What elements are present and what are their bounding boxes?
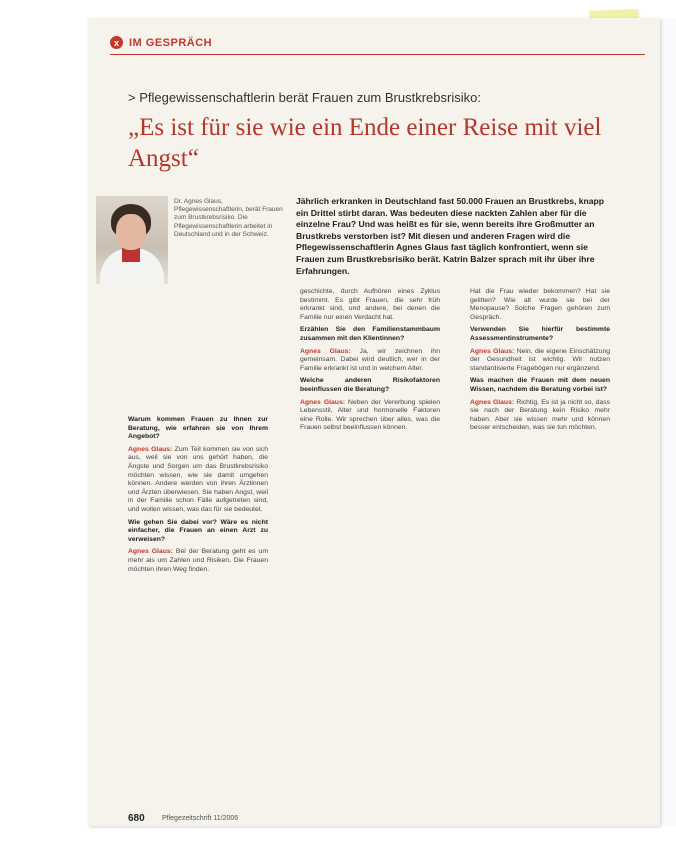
publication-source: Pflegezeitschrift 11/2006 [162,815,239,822]
section-rubric [110,36,212,49]
answer [300,399,440,433]
magazine-page [88,18,660,826]
portrait-face [116,214,146,250]
answer [128,548,268,574]
answer-text: Nein, die eigene Einschätzung der Gesundheit ist wichtig. Wir nutzen standardisierte Fragebögen nur ergänzend. [470,347,611,372]
answer-text: Bei der Beratung geht es um mehr als um Zahlen und Risiken. Die Frauen möchten ihren Weg finden. [128,548,268,573]
speaker-name: Agnes Glaus: [470,398,515,406]
speaker-name: Agnes Glaus: [300,347,351,355]
answer-text: Ja, wir zeichnen ihn gemeinsam. Dabei wird deutlich, wer in der Familie erkrankt ist und in welchem Alter. [300,347,440,372]
photo-caption: Dr. Agnes Glaus, Pflegewissenschaftlerin, berät Frauen zum Brustkrebsrisiko. Die Pflegewissenschaftlerin arbeitet in Deutschland und in der Schweiz. [174,198,283,238]
text-column-1 [128,416,268,578]
article-intro: Jährlich erkranken in Deutschland fast 50.000 Frauen an Brustkrebs, knapp ein Drittel stirbt daran. Was bedeuten diese nackten Zahlen aber für die einzelne Frau? Und was heißt es für sie, wenn bereits ihre Großmutter an Brustkrebs verstorben ist? Mit diesen und anderen Fragen wird die Pflegewissenschaftlerin Agnes Glaus fast täglich konfrontiert, wenn sie Frauen zum Brustkrebsrisiko berät. Katrin Balzer sprach mit ihr über ihre Erfahrungen. [296,196,605,276]
page-number: 680 [128,813,145,824]
answer-text: Richtig. Es ist ja nicht so, dass sie nach der Beratung kein Risiko mehr haben. Aber sie wissen mehr und können besser entscheiden, was sie tun möchten. [470,398,610,432]
scan-edge [660,18,676,826]
answer [470,348,610,374]
answer [470,399,610,433]
rubric-label: IM GESPRÄCH [129,36,213,49]
question: Was machen die Frauen mit dem neuen Wissen, nachdem die Beratung vorbei ist? [470,377,610,393]
portrait-collar [122,248,140,262]
answer [128,446,268,515]
article-headline: „Es ist für sie wie ein Ende einer Reise mit viel Angst“ [128,114,602,172]
rubric-divider [110,54,645,55]
rubric-x-icon: x [110,36,123,49]
question: Erzählen Sie den Familienstammbaum zusammen mit den Klientinnen? [300,326,440,342]
question: Welche anderen Risikofaktoren beeinflussen die Beratung? [300,377,440,393]
article-kicker: > Pflegewissenschaftlerin berät Frauen zum Brustkrebsrisiko: [128,90,481,105]
speaker-name: Agnes Glaus: [300,398,345,406]
text-column-2 [300,288,440,437]
answer-text: Neben der Vererbung spielen Lebensstil, Alter und hormonelle Faktoren eine Rolle. Wir sprechen über alles, was die Frauen selbst beeinflussen können. [300,398,440,432]
answer [300,348,440,374]
paragraph: Hat die Frau wieder bekommen? Hat sie gelitten? Wie alt wurde sie bei der Menopause? Solche Fragen gehören zum Gespräch. [470,288,610,321]
text-column-3 [470,288,610,437]
paragraph: geschichte, durch Aufhören eines Zyklus bestimmt. Es gibt Frauen, die sehr früh erkrankt sind, und andere, bei denen die Familie nur einen Verdacht hat. [300,288,440,321]
speaker-name: Agnes Glaus: [128,548,173,556]
speaker-name: Agnes Glaus: [128,445,173,453]
question: Warum kommen Frauen zu Ihnen zur Beratung, wie erfahren sie von Ihrem Angebot? [128,416,268,441]
question: Verwenden Sie hierfür bestimmte Assessmentinstrumente? [470,326,610,342]
speaker-name: Agnes Glaus: [470,347,515,355]
question: Wie gehen Sie dabei vor? Wäre es nicht einfacher, die Frauen an einen Arzt zu verweisen? [128,518,268,543]
portrait-photo [96,196,168,284]
answer-text: Zum Teil kommen sie von sich aus, weil sie von uns gehört haben, die Ängste und Sorgen um das Brustkrebsrisiko möchten wissen, wie sie damit umgehen können. Andere werden von ihren Ärztinnen und Ärzten überwiesen. Sie haben Angst, weil in der Familie schon Fälle aufgetreten sind, und wollen wissen, was das für sie bedeutet. [128,445,268,513]
